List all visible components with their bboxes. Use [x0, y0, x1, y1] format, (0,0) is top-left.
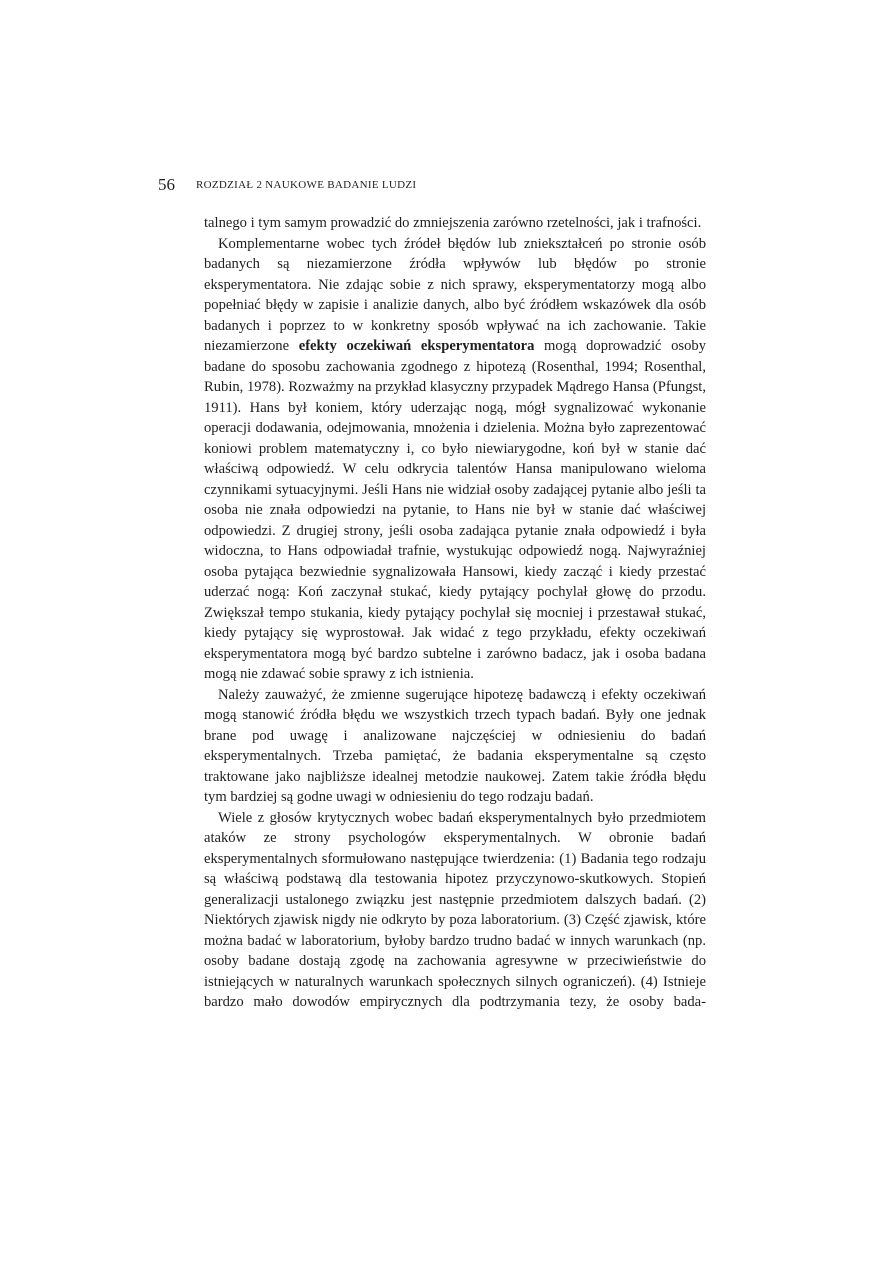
- bold-term-experimenter-expectancy: efekty oczekiwań eksperymentatora: [298, 338, 535, 354]
- paragraph-4: Wiele z głosów krytycznych wobec badań eksperymentalnych było przedmiotem ataków ze strony psychologów eksperymentalnych. W obronie badań eksperymentalnych sformułowano następujące twierdzenia: (1) Badania tego rodzaju są właściwą podstawą dla testowania hipotez przyczynowo-skutkowych. Stopień generalizacji ustalonego związku jest następnie przedmiotem dalszych badań. (2) Niektórych zjawisk nigdy nie odkryto by poza laboratorium. (3) Część zjawisk, które można badać w laboratorium, byłoby bardzo trudno badać w innych warunkach (np. osoby badane dostają zgodę na zachowania agresywne w przeciwieństwie do istniejących w naturalnych warunkach społecznych silnych ograniczeń). (4) Istnieje bardzo mało dowodów empirycznych dla podtrzymania tezy, że osoby bada-: [204, 809, 706, 1010]
- paragraph-1: talnego i tym samym prowadzić do zmniejszenia zarówno rzetelności, jak i trafności.: [204, 215, 702, 231]
- paragraph-2: [204, 234, 706, 685]
- paragraph-2-text-end: mogą doprowadzić osoby badane do sposobu zachowania zgodnego z hipotezą (Rosenthal, 1994; Rosenthal, Rubin, 1978). Rozważmy na przykład klasyczny przypadek Mądrego Hansa (Pfungst, 1911). Hans był koniem, który uderzając nogą, mógł sygnalizować wykonanie operacji dodawania, odejmowania, mnożenia i dzielenia. Można było zaprezentować koniowi problem matematyczny i, co było niewiarygodne, koń był w stanie dać właściwą odpowiedź. W celu odkrycia talentów Hansa manipulowano wieloma czynnikami sytuacyjnymi. Jeśli Hans nie widział osoby zadającej pytanie albo jeśli ta osoba nie znała odpowiedzi na pytanie, to Hans nie był w stanie dać właściwej odpowiedzi. Z drugiej strony, jeśli osoba zadająca pytanie znała odpowiedź i była widoczna, to Hans odpowiadał trafnie, wystukując odpowiedź nogą. Najwyraźniej osoba pytająca bezwiednie sygnalizowała Hansowi, kiedy zacząć i kiedy przestać uderzać nogą: Koń zaczynał stukać, kiedy pytający pochylał głowę do przodu. Zwiększał tempo stukania, kiedy pytający pochylał się mocniej i przestawał stukać, kiedy pytający się wyprostował. Jak widać z tego przykładu, efekty oczekiwań eksperymentatora mogą być bardzo subtelne i zarówno badacz, jak i osoba badana mogą nie zdawać sobie sprawy z ich istnienia.: [204, 338, 706, 682]
- body-text: [204, 213, 706, 1013]
- page-header: [158, 174, 718, 196]
- running-head: ROZDZIAŁ 2 NAUKOWE BADANIE LUDZI: [196, 179, 417, 191]
- paragraph-2-text-start: Komplementarne wobec tych źródeł błędów lub zniekształceń po stronie osób badanych są niezamierzone źródła wpływów lub błędów po stronie eksperymentatora. Nie zdając sobie z nich sprawy, eksperymentatorzy mogą albo popełniać błędy w zapisie i analizie danych, albo być źródłem wskazówek dla osób badanych i poprzez to w konkretny sposób wpływać na ich zachowanie. Takie niezamierzone: [204, 235, 706, 354]
- paragraph-3: Należy zauważyć, że zmienne sugerujące hipotezę badawczą i efekty oczekiwań mogą stanowić źródła błędu we wszystkich trzech typach badań. Były one jednak brane pod uwagę i analizowane najczęściej w odniesieniu do badań eksperymentalnych. Trzeba pamiętać, że badania eksperymentalne są często traktowane jako najbliższe idealnej metodzie naukowej. Zatem takie źródła błędu tym bardziej są godne uwagi w odniesieniu do tego rodzaju badań.: [204, 686, 706, 805]
- page-number: 56: [158, 175, 175, 194]
